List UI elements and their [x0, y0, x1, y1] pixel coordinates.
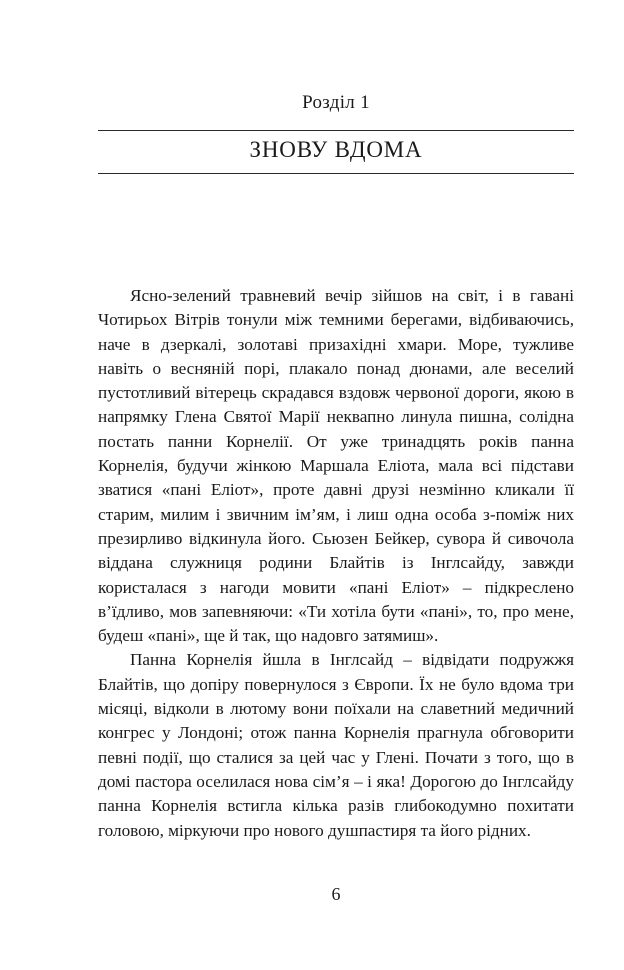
chapter-rule-top: [98, 130, 574, 131]
paragraph: Панна Корнелія йшла в Інглсайд – відвідати подружжя Блайтів, що допіру повернулося з Європи. Їх не було вдома три місяці, відколи в лютому вони поїхали на славетний медичний конгрес у Лондоні; отож панна Корнелія прагнула обговорити певні події, що сталися за цей час у Глені. Почати з того, що в домі пастора оселилася нова сім’я – і яка! Дорогою до Інглсайду панна Корнелія встигла кілька разів глибокодумно похитати головою, міркуючи про нового душпастиря та його рідних.: [98, 650, 574, 840]
paragraph: Ясно-зелений травневий вечір зійшов на світ, і в гавані Чотирьох Вітрів тонули між темними берегами, відбиваючись, наче в дзеркалі, золотаві призахідні хмари. Море, тужливе навіть о весняній порі, плакало понад дюнами, але веселий пустотливий вітерець скрадався вздовж червоної дороги, якою в напрямку Глена Святої Марії неквапно линула пишна, солідна постать панни Корнелії. От уже тринадцять років панна Корнелія, будучи жінкою Маршала Еліота, мала всі підстави зватися «пані Еліот», проте давні друзі незмінно кликали її старим, милим і звичним ім’ям, і лиш одна особа з-поміж них презирливо відкинула його. Сьюзен Бейкер, сувора й сивочола віддана служниця родини Блайтів із Інглсайду, завжди користалася з нагоди мовити «пані Еліот» – підкреслено в’їдливо, мов запевняючи: «Ти хотіла бути «пані», то, про мене, будеш «пані», ще й так, що надовго затямиш».: [98, 286, 574, 646]
body-text: [98, 284, 574, 843]
chapter-title: ЗНОВУ ВДОМА: [249, 137, 423, 162]
chapter-label: Розділ 1: [302, 92, 370, 113]
page-number: 6: [331, 884, 341, 904]
chapter-rule-bottom: [98, 173, 574, 174]
